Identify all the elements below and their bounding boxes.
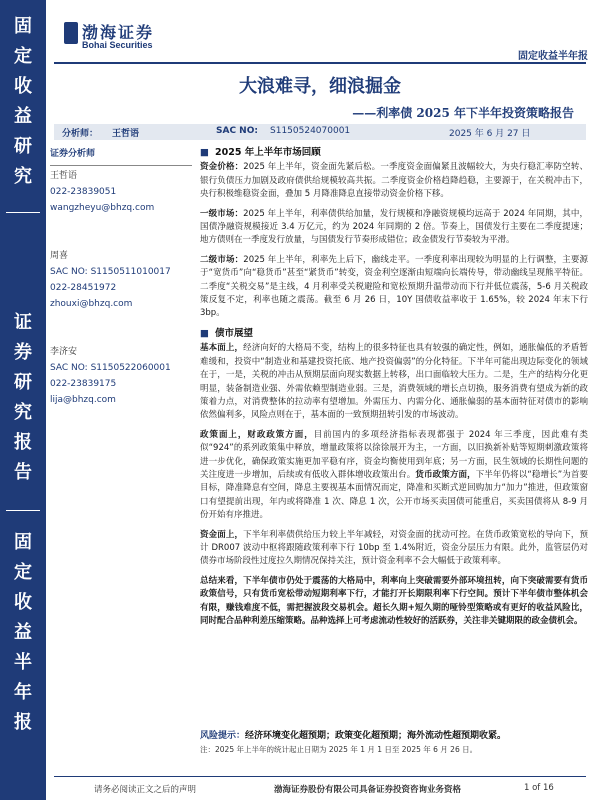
summary-body: [200, 146, 588, 634]
paragraph-text: 下半年债市仍处于震荡的大格局中，利率向上突破需要外部环境扭转，向下突破需要有货币政策信号，只有货币宽松带动短期利率下行，才能打开长期限利率下行空间。预计下半年债市整体机会有限，赚钱难度不低，需把握波段交易机会。超长久期+短久期的哑铃型策略或有更好的收益风险比，同时配合品种利差压缩策略。品种选择上可考虑流动性较好的活跃券，关注非关键期限的政金债机会。: [200, 575, 588, 626]
sidebar-char: 收: [14, 592, 32, 613]
risk-warning: [200, 728, 588, 741]
analyst-card-phone: 022-23839175: [50, 379, 117, 389]
paragraph-primary-market: [200, 208, 588, 248]
meta-bar: [54, 124, 586, 140]
analyst-card-name: 王哲语: [50, 171, 78, 181]
analyst-card: [50, 168, 192, 216]
analyst-card-phone: 022-28451972: [50, 283, 117, 293]
page-number: 1 of 16: [524, 783, 554, 793]
sidebar-char: 定: [14, 46, 32, 67]
paragraph-text: 下半年利率债供给压力较上半年减轻，对资金面的扰动可控。在货币政策宽松的导向下，预计 DR007 波动中枢将跟随政策利率下行 10bp 至 1.4%附近，资金分层压力有限。此外，监管层仍对债券市场阶段性过度拉久期情况保持关注，预计资金利率不会大幅低于政策利率。: [200, 529, 588, 567]
analyst-card-sac: SAC NO: S1150522060001: [50, 363, 171, 373]
sidebar-char: 固: [14, 16, 32, 37]
paragraph-conclusion: [200, 575, 588, 629]
paragraph-lead: 货币政策方面，: [415, 469, 476, 480]
analyst-card-email[interactable]: zhouxi@bhzq.com: [50, 299, 133, 309]
paragraph-lead: 基本面上，: [200, 343, 244, 354]
risk-text: 经济环境变化超预期；政策变化超预期；海外流动性超预期收紧。: [245, 731, 507, 741]
sidebar-char: 告: [14, 462, 32, 483]
sidebar-char: 报: [14, 432, 32, 453]
logo-en-text: Bohai Securities: [82, 40, 153, 50]
report-title: 大浪难寻，细浪掘金: [239, 76, 401, 97]
footer-company: 渤海证券股份有限公司具备证券投资咨询业务资格: [274, 785, 462, 795]
sidebar-group-fixed-income-research: [0, 12, 46, 192]
sidebar-char: 固: [14, 532, 32, 553]
sidebar-char: 益: [14, 106, 32, 127]
sidebar-char: 证: [14, 312, 32, 333]
paragraph-text: 目前国内的多项经济指标表现都强于 2024 年三季度，因此难有类似“924”的系列政策集中释放，增量政策将以徐徐展开为主，一方面，以旧换新补贴等短期刺激政策将进一步优化，确保政策实施更加平稳有序，资金均衡使用到年底；另一方面，民生领域的长期性问题的关注度进一步增加，后续或有低收入群体增收政策出台。: [200, 429, 588, 480]
analyst-card: [50, 344, 192, 408]
section-heading-outlook: ■ 债市展望: [200, 327, 588, 340]
report-date: 2025 年 6 月 27 日: [449, 129, 531, 139]
paragraph-text: 2025 年上半年，资金面先紧后松。一季度资金面偏紧且波幅较大，为央行稳汇率防空转、银行负债压力加剧及政府债供给规模较高共振。二季度资金价格趋降趋稳，主要源于，在关税冲击下，央行积极维稳资金面，叠加 5 月降准降息直接带动资金价格下移。: [200, 162, 588, 200]
analyst-card-name: 李济安: [50, 347, 78, 357]
analyst-card: [50, 248, 192, 312]
analyst-card-name: 周喜: [50, 251, 69, 261]
sidebar-char: 券: [14, 342, 32, 363]
sidebar-char: 报: [14, 712, 32, 733]
sidebar-group-fixed-income-semiannual: [0, 528, 46, 738]
paragraph-secondary-market: [200, 254, 588, 321]
sidebar-char: 究: [14, 402, 32, 423]
footnote: 注：2025 年上半年的统计起止日期为 2025 年 1 月 1 日至 2025 年 6 月 26 日。: [200, 745, 478, 754]
sidebar-char: 年: [14, 682, 32, 703]
paragraph-text: 2025 年上半年，利率债供给加量，发行规模和净融资规模均远高于 2024 年同期，其中，国债净融资规模接近 3.4 万亿元，约为 2024 年同期的 2 倍。节奏上，国债发行主要在二季度提速；地方债则在一季度发行放量，与国债发行节奏形成错位；政金债发行节奏较为平滑。: [200, 208, 588, 246]
analyst-card-phone: 022-23839051: [50, 187, 117, 197]
paragraph-liquidity: [200, 529, 588, 569]
sidebar-char: 益: [14, 622, 32, 643]
sidebar-char: 研: [14, 136, 32, 157]
sidebar-divider: [6, 510, 40, 511]
paragraph-policy: [200, 429, 588, 523]
analyst-card-email[interactable]: lija@bhzq.com: [50, 395, 116, 405]
paragraph-lead: 一级市场：: [200, 208, 244, 219]
sac-label: SAC NO:: [216, 126, 258, 136]
header-rule: [54, 62, 586, 64]
analyst-label: 分析师：: [62, 129, 99, 139]
sidebar-char: 半: [14, 652, 32, 673]
paragraph-text: 下半年仍将以“稳增长”为首要目标，降准降息有空间，降息主要视基本面情况而定，降准和买断式逆回购加力“加力”推进，但政策窗口有望提前出现，年内或将降准 1 次、降息 1 次，公开市场买卖国债可能重启，买卖国债将从 8-9 月份开始有序推进。: [200, 469, 588, 521]
company-logo: [64, 20, 174, 60]
paragraph-fundamentals: [200, 342, 588, 422]
paragraph-lead: 政策面上，财政政策方面，: [200, 429, 314, 440]
analyst-divider: [50, 165, 192, 166]
paragraph-text: 经济向好的大格局不变，结构上的很多特征也具有较强的确定性，例如，通胀偏低的矛盾暂难缓和，投资中“制造业和基建投资托底、地产投资偏弱”的分化特征。下半年可能出现边际变化的领域在于，一是，关税的冲击从预期层面向现实数据上转移，出口面临较大压力。二是，生产的结构分化更明显，装备制造业强、外需依赖型制造业弱。三是，消费领域的增长点切换，服务消费有望成为新的政策着力点，对消费整体的拉动率有望增加。外需压力、内需分化、通胀偏弱的基本面特征对债市的影响依然偏利多，风险点则在于，基本面的一致预期扭转引发的市场波动。: [200, 343, 588, 421]
section-heading-review: ■ 2025 年上半年市场回顾: [200, 146, 588, 159]
sidebar-divider: [6, 212, 40, 213]
footer-rule: [54, 776, 586, 777]
analyst-card-sac: SAC NO: S1150511010017: [50, 267, 171, 277]
paragraph-lead: 资金价格：: [200, 162, 244, 173]
sidebar-group-securities-research-report: [0, 308, 46, 488]
paragraph-lead: 二级市场：: [200, 254, 244, 265]
paragraph-lead: 总结来看，: [200, 575, 244, 586]
logo-cn-text: 渤海证券: [82, 23, 155, 42]
sac-number: S1150524070001: [270, 126, 351, 136]
paragraph-lead: 资金面上，: [200, 529, 244, 540]
sidebar-char: 研: [14, 372, 32, 393]
analyst-heading: 证券分析师: [50, 149, 96, 159]
sidebar-char: 收: [14, 76, 32, 97]
analyst-name: 王哲语: [112, 129, 140, 139]
risk-label: 风险提示：: [200, 731, 246, 741]
report-subtitle: ——利率债 2025 年下半年投资策略报告: [352, 106, 574, 120]
paragraph-funding-price: [200, 161, 588, 201]
sidebar-char: 究: [14, 166, 32, 187]
analyst-card-email[interactable]: wangzheyu@bhzq.com: [50, 203, 155, 213]
logo-mark-icon: [64, 22, 78, 44]
sidebar-band: [0, 0, 46, 800]
analyst-panel: [50, 146, 192, 405]
sidebar-char: 定: [14, 562, 32, 583]
paragraph-text: 2025 年上半年，利率先上后下，幽线走平。一季度利率出现较为明显的上行调整，主要源于“宽货币”向“稳货币”甚至“紧货币”转变，资金利空逐渐由短端向长端传导，带动幽线呈现熊平特征。二季度“关税交易”是主线，4 月利率受关税避险和宽松预期升温带动而下行并低位震荡，5-6 月关税政策反复不定，利率也随之震荡。截至 6 月 26 日，10Y 国债收益率收于 1.65%，较 2024 年末下行 3bp。: [200, 254, 588, 319]
footer-disclaimer-link[interactable]: 请务必阅读正文之后的声明: [94, 785, 197, 795]
report-type: 固定收益半年报: [518, 51, 588, 62]
